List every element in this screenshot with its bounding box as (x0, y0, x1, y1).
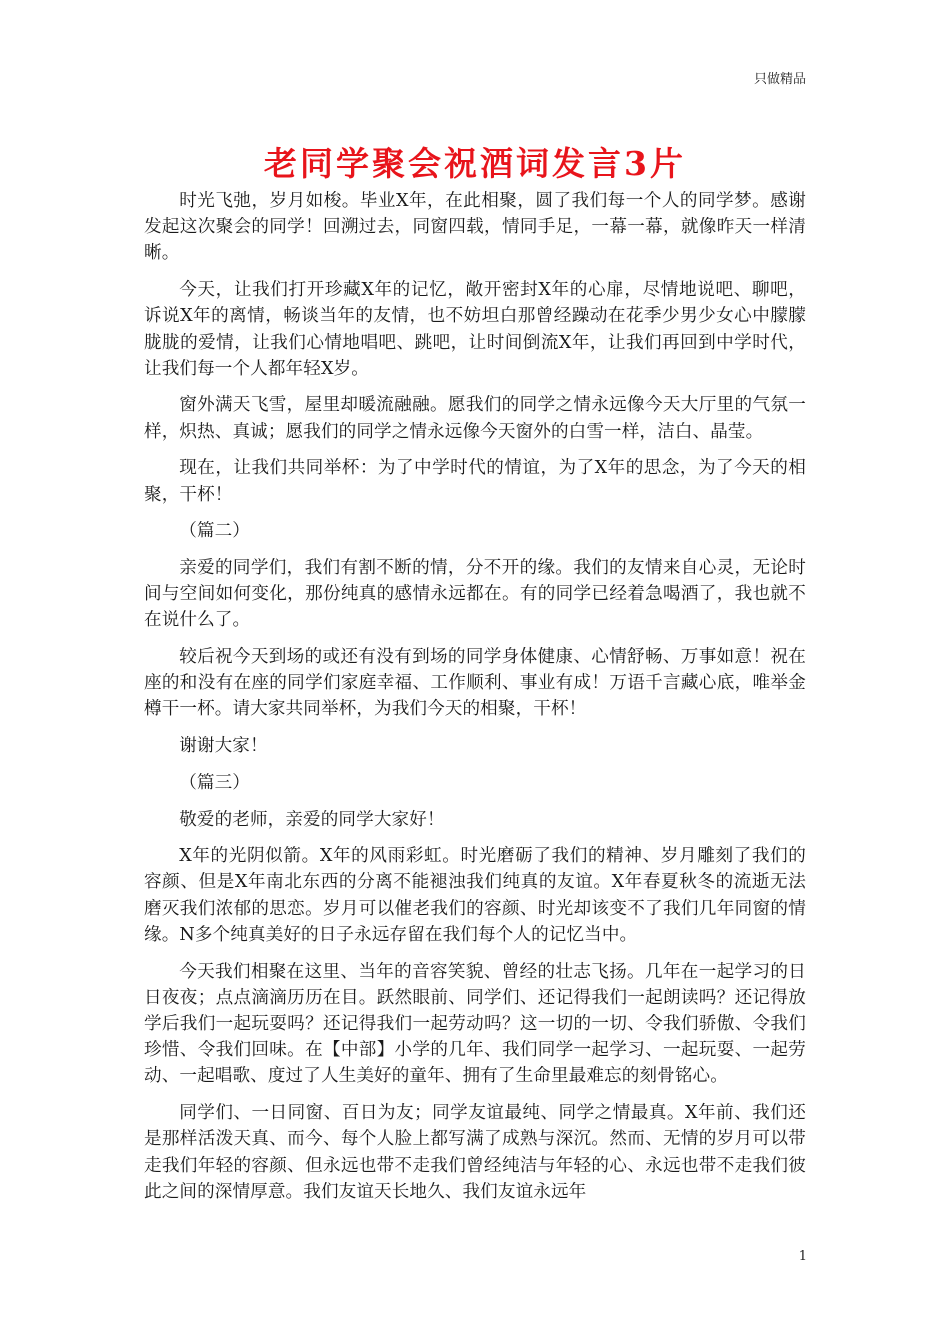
header-note: 只做精品 (753, 72, 806, 87)
paragraph: 同学们、一日同窗、百日为友；同学友谊最纯、同学之情最真。X年前、我们还是那样活泼天真、而今、每个人脸上都写满了成熟与深沉。然而、无情的岁月可以带走我们年轻的容颜、但永远也带不走我们曾经纯洁与年轻的心、永远也带不走我们彼此之间的深情厚意。我们友谊天长地久、我们友谊永远年 (144, 1103, 806, 1202)
section-heading: （篇三） (179, 772, 250, 793)
section-heading: （篇二） (179, 521, 250, 542)
paragraph: 谢谢大家！ (179, 736, 268, 757)
paragraph: X年的光阴似箭。X年的风雨彩虹。时光磨砺了我们的精神、岁月雕刻了我们的容颜、但是X年南北东西的分离不能褪浊我们纯真的友谊。X年春夏秋冬的流逝无法磨灭我们浓郁的思恋。岁月可以催老我们的容颜、时光却该变不了我们几年同窗的情缘。N多个纯真美好的日子永远存留在我们每个人的记忆当中。 (144, 846, 806, 945)
paragraph: 今天，让我们打开珍藏X年的记忆，敞开密封X年的心扉，尽情地说吧、聊吧，诉说X年的离情，畅谈当年的友情，也不妨坦白那曾经躁动在花季少男少女心中朦朦胧胧的爱情，让我们心情地唱吧、跳吧，让时间倒流X年，让我们再回到中学时代，让我们每一个人都年轻X岁。 (144, 280, 806, 379)
paragraph: 敬爱的老师，亲爱的同学大家好！ (179, 809, 445, 830)
paragraph: 亲爱的同学们，我们有割不断的情，分不开的缘。我们的友情来自心灵，无论时间与空间如何变化，那份纯真的感情永远都在。有的同学已经着急喝酒了，我也就不在说什么了。 (144, 557, 806, 631)
document-title: 老同学聚会祝酒词发言3片 (264, 144, 686, 183)
paragraph: 现在，让我们共同举杯：为了中学时代的情谊，为了X年的思念，为了今天的相聚，干杯！ (144, 458, 806, 505)
document-body (144, 188, 806, 1215)
paragraph: 较后祝今天到场的或还有没有到场的同学身体健康、心情舒畅、万事如意！祝在座的和没有在座的同学们家庭幸福、工作顺利、事业有成！万语千言藏心底，唯举金樽干一杯。请大家共同举杯，为我们今天的相聚，干杯！ (144, 647, 806, 720)
paragraph: 今天我们相聚在这里、当年的音容笑貌、曾经的壮志飞扬。几年在一起学习的日日夜夜；点点滴滴历历在目。跃然眼前、同学们、还记得我们一起朗读吗？还记得放学后我们一起玩耍吗？还记得我们一起劳动吗？这一切的一切、令我们骄傲、令我们珍惜、令我们回味。在【中部】小学的几年、我们同学一起学习、一起玩耍、一起劳动、一起唱歌、度过了人生美好的童年、拥有了生命里最难忘的刻骨铭心。 (144, 961, 806, 1087)
page-number: 1 (798, 1249, 807, 1264)
paragraph: 时光飞弛，岁月如梭。毕业X年，在此相聚，圆了我们每一个人的同学梦。感谢发起这次聚会的同学！回溯过去，同窗四载，情同手足，一幕一幕，就像昨天一样清晰。 (144, 191, 806, 264)
paragraph: 窗外满天飞雪，屋里却暖流融融。愿我们的同学之情永远像今天大厅里的气氛一样，炽热、真诚；愿我们的同学之情永远像今天窗外的白雪一样，洁白、晶莹。 (144, 395, 806, 442)
